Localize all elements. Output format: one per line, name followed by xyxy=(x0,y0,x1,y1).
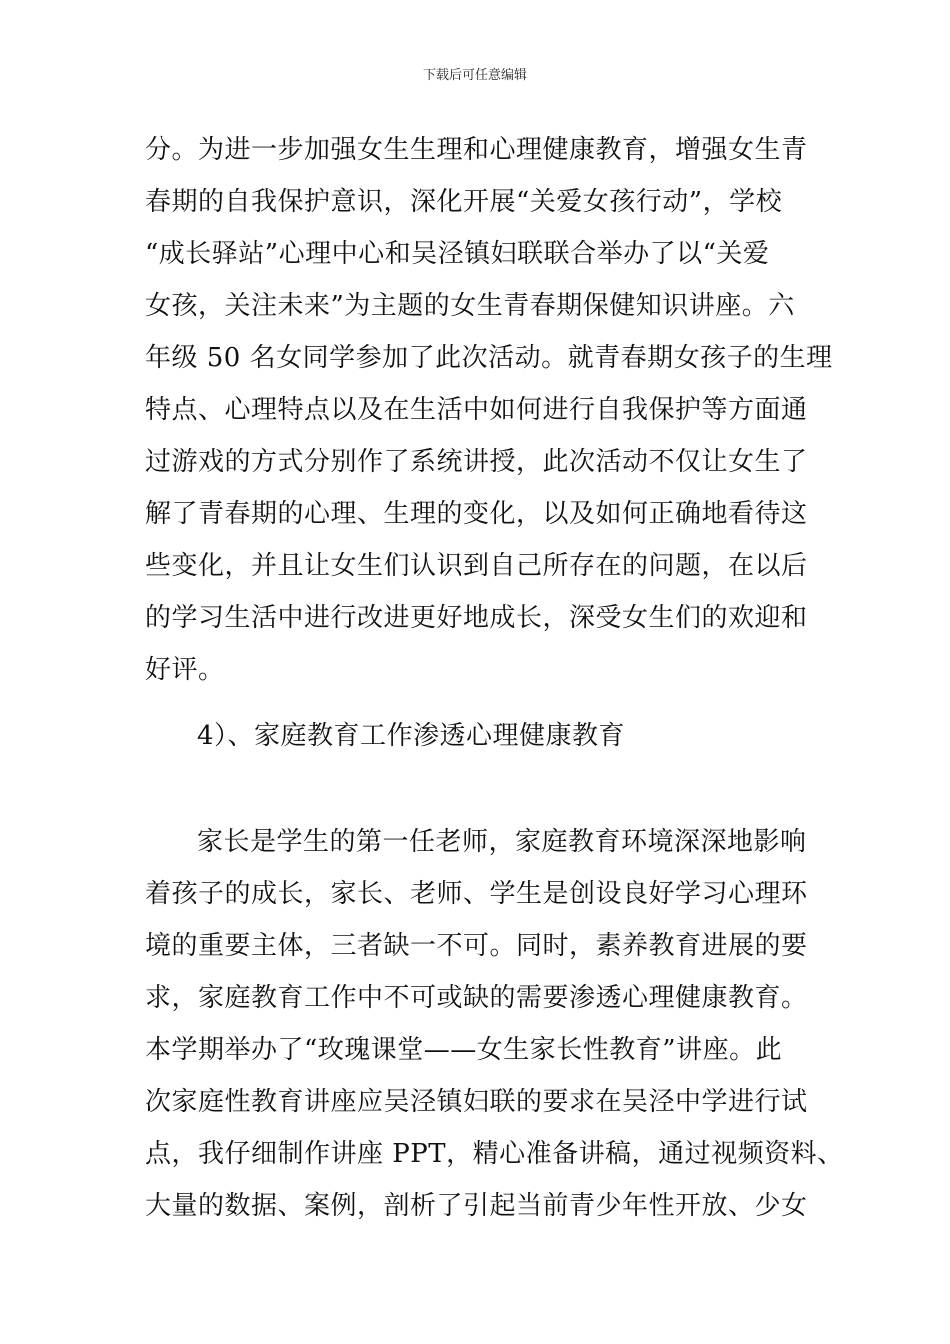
text-line: 好评。 xyxy=(145,655,225,685)
text-line: 特点、心理特点以及在生活中如何进行自我保护等方面通 xyxy=(145,395,808,425)
text-line: 求，家庭教育工作中不可或缺的需要渗透心理健康教育。 xyxy=(145,983,808,1013)
text-line: 分。为进一步加强女生生理和心理健康教育，增强女生青 xyxy=(145,135,808,165)
section-heading-block xyxy=(145,710,815,762)
text-line: 解了青春期的心理、生理的变化，以及如何正确地看待这 xyxy=(145,499,808,529)
text-line: 些变化，并且让女生们认识到自己所存在的问题，在以后 xyxy=(145,551,808,581)
text-line: 家长是学生的第一任老师，家庭教育环境深深地影响 xyxy=(197,827,807,857)
text-line: 着孩子的成长，家长、老师、学生是创设良好学习心理环 xyxy=(145,879,808,909)
section-heading: 4）、家庭教育工作渗透心理健康教育 xyxy=(197,721,626,751)
text-line: 本学期举办了“玫瑰课堂——女生家长性教育”讲座。此 xyxy=(145,1035,783,1065)
text-line: 次家庭性教育讲座应吴泾镇妇联的要求在吴泾中学进行试 xyxy=(145,1087,808,1117)
text-line: 女孩，关注未来”为主题的女生青春期保健知识讲座。六 xyxy=(145,291,795,321)
paragraph-2 xyxy=(145,816,844,1232)
text-line: 点，我仔细制作讲座 PPT，精心准备讲稿，通过视频资料、 xyxy=(145,1139,844,1169)
text-line: “成长驿站”心理中心和吴泾镇妇联联合举办了以“关爱 xyxy=(145,239,770,269)
paragraph-1 xyxy=(145,124,833,696)
page-header: 下载后可任意编辑 xyxy=(422,68,527,83)
text-line: 境的重要主体，三者缺一不可。同时，素养教育进展的要 xyxy=(145,931,808,961)
text-line: 过游戏的方式分别作了系统讲授，此次活动不仅让女生了 xyxy=(145,447,808,477)
text-line: 春期的自我保护意识，深化开展“关爱女孩行动”，学校 xyxy=(145,187,783,217)
text-line: 的学习生活中进行改进更好地成长，深受女生们的欢迎和 xyxy=(145,603,808,633)
text-line: 年级 50 名女同学参加了此次活动。就青春期女孩子的生理 xyxy=(145,343,833,373)
text-line: 大量的数据、案例，剖析了引起当前青少年性开放、少女 xyxy=(145,1191,808,1221)
